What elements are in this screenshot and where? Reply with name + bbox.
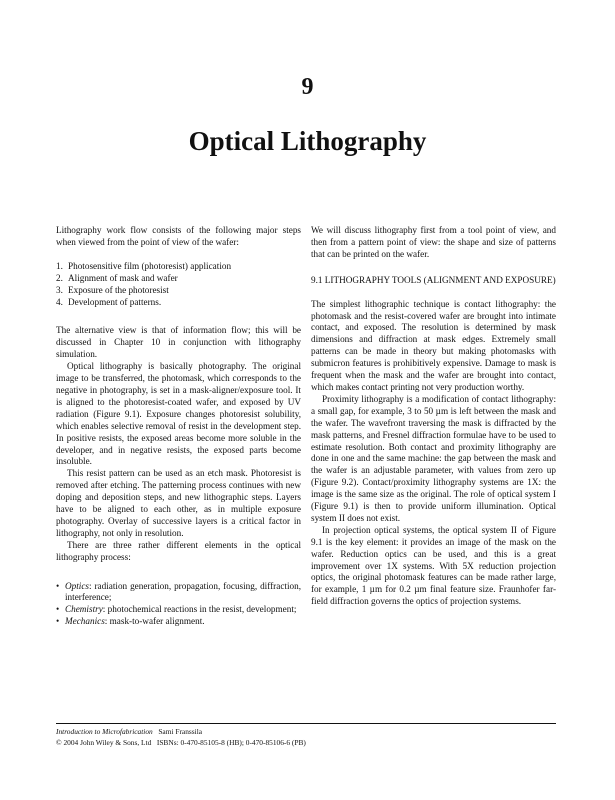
chapter-number: 9 [301,74,314,100]
footer-copyright-line [56,738,306,749]
left-column [56,225,301,628]
step-text: Photosensitive film (photoresist) application [68,260,232,271]
list-item [56,604,301,616]
bullet-icon: • [56,580,60,591]
footer-citation [56,727,306,738]
list-item [56,581,301,605]
step-number: 1. [56,260,63,271]
step-text: Development of patterns. [68,296,162,307]
photography-paragraph: Optical lithography is basically photography. The original image to be transferred, the photomask, which corresponds to the negative in photography, is set in a mask-aligner/exposure tool. It is aligned to the photoresist-coated wafer, and exposed by UV radiation (Figure 9.1). Exposure changes photoresist solubility, which enables selective removal of resist in the development step. In positive resists, the exposed areas become more soluble in the developer, and in negative resists, the exposed parts become insoluble. [56,361,301,467]
list-item [56,297,301,309]
three-elements-paragraph: There are three rather different elements in the optical lithography process: [56,539,301,562]
bullet-icon: • [56,616,60,627]
projection-optics-paragraph: In projection optical systems, the optical system II of Figure 9.1 is the key element: it provides an image of the mask on the wafer. Reduction optics can be used, and this is a great improvement over 1X systems. With 5X reduction projection optics, the original photomask features can be made rather large, for example, 1 µm for 0.2 µm final feature size. Fraunhofer far-field diffraction governs the optics of projection systems. [311,524,556,607]
book-title: Introduction to Microfabrication [56,727,153,736]
element-description: : mask-to-wafer alignment. [104,616,205,627]
bullet-icon: • [56,604,60,615]
right-column [311,225,556,608]
element-term: Optics [65,580,89,591]
alternative-view-paragraph: The alternative view is that of information flow; this will be discussed in Chapter 10 in conjunction with lithography simulation. [56,325,301,360]
list-item [56,261,301,273]
chapter-title: Optical Lithography [188,126,427,156]
author: Sami Franssila [158,727,203,736]
section-heading: 9.1 LITHOGRAPHY TOOLS (ALIGNMENT AND EXPOSURE) [311,274,556,285]
contact-lithography-paragraph: The simplest lithographic technique is contact lithography: the photomask and the resist-covered wafer are brought into intimate contact, and exposed. The resolution is determined by mask dimensions and diffraction at mask edges. Extremely small patterns can be made in theory but making photomasks with submicron features is prohibitively expensive. Damage to mask is frequent when the mask and the wafer are brought into contact, which makes contact printing not very production worthy. [311,298,556,392]
process-elements-list [56,581,301,629]
element-description: : radiation generation, propagation, focusing, diffraction, interference; [65,580,301,603]
tool-view-paragraph: We will discuss lithography first from a tool point of view, and then from a pattern point of view: the shape and size of patterns that can be printed on the wafer. [311,225,556,259]
footer-divider [56,723,556,724]
list-item [56,616,301,628]
workflow-steps-list [56,261,301,309]
intro-paragraph: Lithography work flow consists of the following major steps when viewed from the point of view of the wafer: [56,225,301,247]
step-text: Alignment of mask and wafer [68,272,178,283]
step-number: 3. [56,284,63,295]
step-number: 2. [56,272,63,283]
proximity-lithography-paragraph: Proximity lithography is a modification of contact lithography: a small gap, for example, 3 to 50 µm is left between the mask and the wafer. The wavefront traversing the mask is diffracted by the mask patterns, and Fresnel diffraction formulae have to be used to estimate resolution. Both contact and proximity lithography are done in one and the same machine: the gap between the mask and the wafer is an adjustable parameter, with values from zero up (Figure 9.2). Contact/proximity lithography systems are 1X: the image is the same size as the original. The role of optical system I (Figure 9.1) is then to provide uniform illumination. Optical system II does not exist. [311,393,556,523]
list-item [56,285,301,297]
step-text: Exposure of the photoresist [68,284,169,295]
element-description: : photochemical reactions in the resist, development; [102,604,297,615]
element-term: Mechanics [65,616,105,627]
copyright: © 2004 John Wiley & Sons, Ltd [56,737,152,747]
etch-mask-paragraph: This resist pattern can be used as an etch mask. Photoresist is removed after etching. The patterning process continues with new doping and deposition steps, and new lithographic steps. Layers have to be aligned to each other, as in multiple exposure photography. Overlay of successive layers is a critical factor in lithography, not only in resolution. [56,468,301,538]
isbn: ISBNs: 0-470-85105-8 (HB); 0-470-85106-6 (PB) [156,737,306,747]
element-term: Chemistry [65,604,103,615]
list-item [56,273,301,285]
page-footer [56,727,306,748]
step-number: 4. [56,296,63,307]
